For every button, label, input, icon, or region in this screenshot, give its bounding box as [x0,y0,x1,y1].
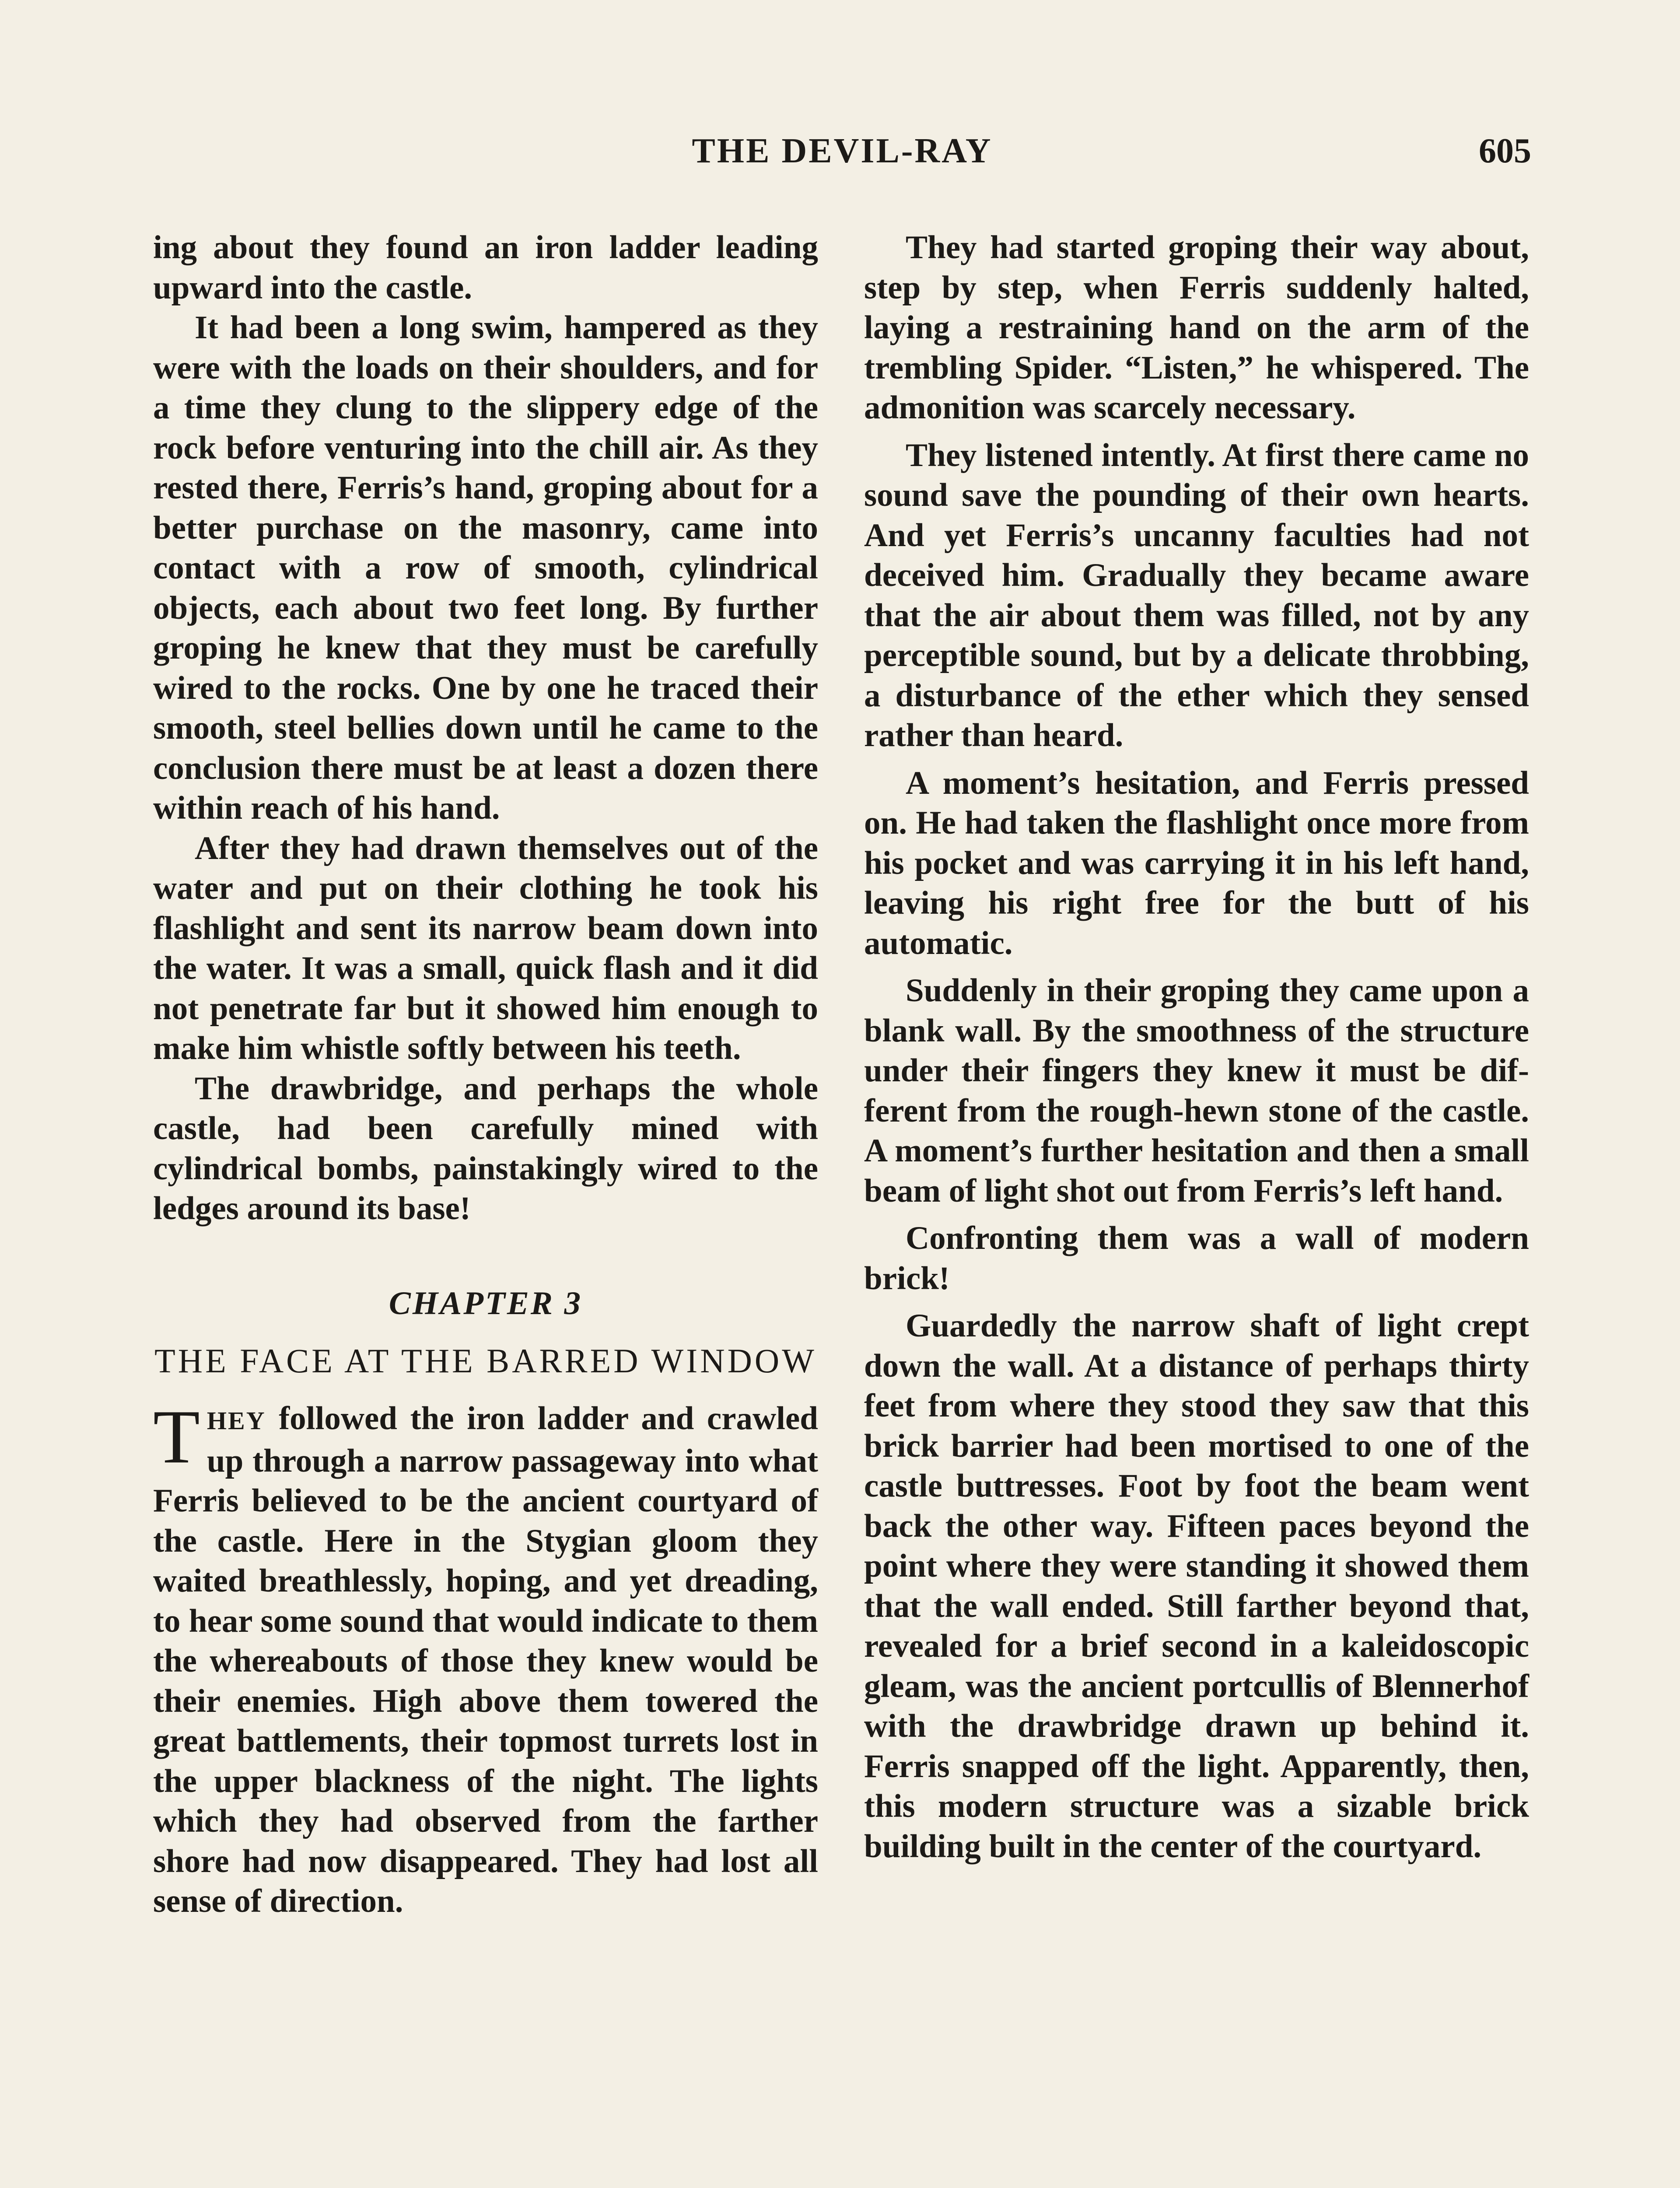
left-column [153,228,818,1922]
running-title: THE DEVIL-RAY [692,132,993,170]
paragraph: Confronting them was a wall of modern brick! [864,1220,1529,1297]
page-number: 605 [1479,132,1531,170]
paragraph: ing about they found an iron ladder leading upward into the castle. [153,229,818,306]
chapter-label: CHAPTER 3 [388,1285,583,1322]
paragraph: A moment’s hesitation, and Ferris pressed on. He had taken the flashlight once more from his pocket and was carrying it in his left hand, leaving his right free for the butt of his automatic. [864,764,1529,961]
paragraph: Suddenly in their groping they came upon a blank wall. By the smoothness of the structure under their fingers they knew it must be different from the rough-hewn stone of the castle. A moment’s further hesitation and then a small beam of light shot out from Ferris’s left hand. [864,972,1529,1209]
paragraph: Guardedly the narrow shaft of light crept down the wall. At a distance of perhaps thirty feet from where they stood they saw that this brick barrier had been mortised to one of the castle buttresses. Foot by foot the beam went back the other way. Fifteen paces beyond the point where they were standing it showed them that the wall ended. Still farther beyond that, revealed for a brief second in a kaleidoscopic gleam, was the ancient portcullis of Blennerhof with the drawbridge drawn up behind it. Ferris snapped off the light. Apparently, then, this modern structure was a sizable brick building built in the center of the courtyard. [864,1308,1529,1865]
page-header [153,131,1531,184]
opening-text: followed the iron ladder and crawled up through a narrow passageway into what Ferris believed to be the ancient courtyard of the castle. Here in the Stygian gloom they waited breathlessly, hoping, and yet dreading, to hear some sound that would indicate to them the whereabouts of those they knew would be their enemies. High above them towered the great battlements, their topmost turrets lost in the upper blackness of the night. The lights which they had observed from the farther shore had now disappeared. They had lost all sense of direction. [153,1400,818,1919]
paragraph: The drawbridge, and perhaps the whole castle, had been carefully mined with cylindrical bombs, painstakingly wired to the ledges around its base! [153,1070,818,1227]
drop-cap: T [153,1394,200,1479]
chapter-opening-paragraph [153,1394,818,1922]
paragraph: They listened intently. At first there came no sound save the pounding of their own hearts. And yet Ferris’s uncanny faculties had not deceived him. Gradually they became aware that the air about them was filled, not by any perceptible sound, but by a delicate throbbing, a disturbance of the ether which they sensed rather than heard. [864,437,1529,754]
opening-smallcaps: HEY [206,1406,266,1435]
paragraph: After they had drawn themselves out of the water and put on their clothing he took his flashlight and sent its narrow beam down into the water. It was a small, quick flash and it did not penetrate far but it showed him enough to make him whistle softly between his teeth. [153,830,818,1066]
right-column [864,228,1529,1874]
chapter-title: THE FACE AT THE BARRED WINDOW [154,1342,817,1380]
paragraph: They had started groping their way about, step by step, when Ferris suddenly halted, laying a restraining hand on the arm of the trembling Spider. “Listen,” he whispered. The admonition was scarcely necessary. [864,229,1529,426]
paragraph: It had been a long swim, hampered as they were with the loads on their shoulders, and for a time they clung to the slippery edge of the rock before venturing into the chill air. As they rested there, Ferris’s hand, groping about for a better purchase on the masonry, came into contact with a row of smooth, cylindrical objects, each about two feet long. By further groping he knew that they must be carefully wired to the rocks. One by one he traced their smooth, steel bellies down until he came to the conclusion there must be at least a dozen there within reach of his hand. [153,309,818,826]
